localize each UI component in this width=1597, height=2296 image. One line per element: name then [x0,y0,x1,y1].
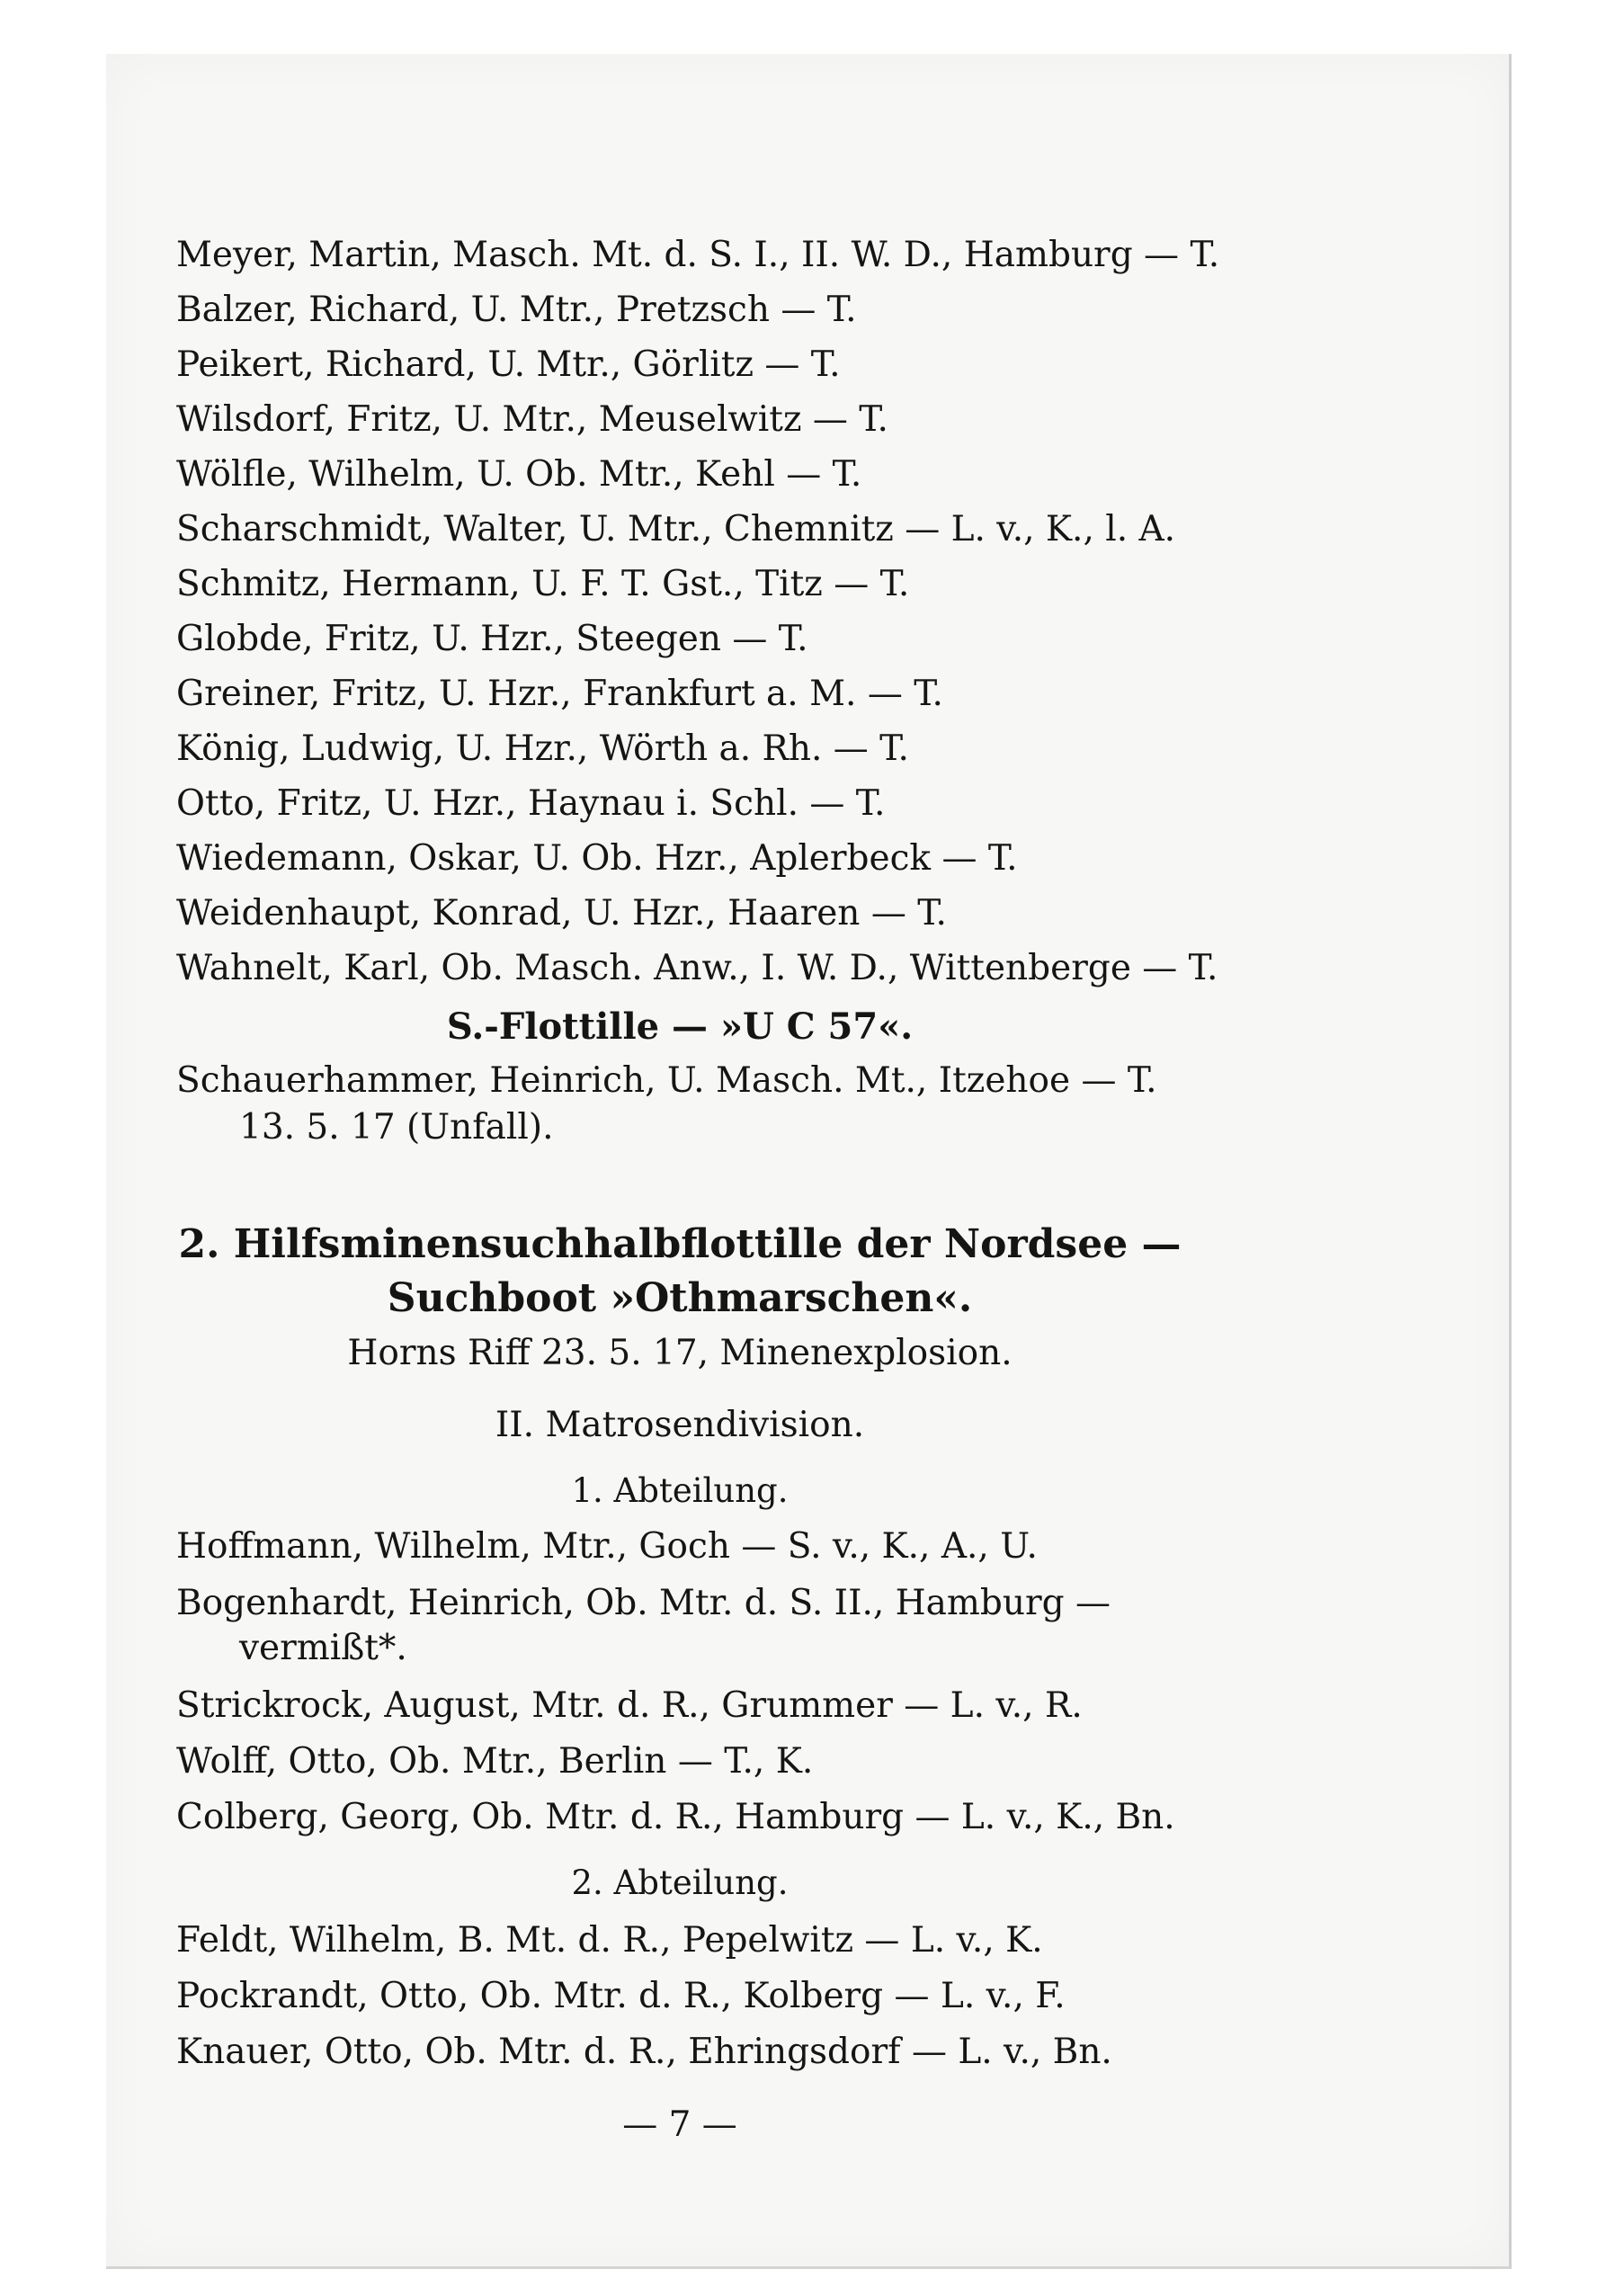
casualty-list-1 [176,235,1220,1004]
page-number: — 7 — [622,2104,737,2145]
casualty-list-4 [176,1921,1183,2088]
list-item: Colberg, Georg, Ob. Mtr. d. R., Hamburg — L. v., K., Bn. [176,1797,1175,1837]
list-item: Balzer, Richard, U. Mtr., Pretzsch — T. [176,290,857,330]
list-item: Pockrandt, Otto, Ob. Mtr. d. R., Kolberg — L. v., F. [176,1976,1066,2016]
list-item: König, Ludwig, U. Hzr., Wörth a. Rh. — T. [176,728,909,769]
casualty-list-3 [176,1527,1183,1854]
list-item: Wiedemann, Oskar, U. Ob. Hzr., Aplerbeck — T. [176,838,1018,879]
list-item: Meyer, Martin, Masch. Mt. d. S. I., II. W. D., Hamburg — T. [176,235,1220,275]
list-item: Wilsdorf, Fritz, U. Mtr., Meuselwitz — T. [176,399,888,440]
list-item: Schauerhammer, Heinrich, U. Masch. Mt., Itzehoe — T. [176,1060,1157,1101]
list-item: Globde, Fritz, U. Hzr., Steegen — T. [176,619,808,659]
list-item: Wölfle, Wilhelm, U. Ob. Mtr., Kehl — T. [176,454,862,495]
list-item: Wolff, Otto, Ob. Mtr., Berlin — T., K. [176,1741,814,1782]
list-item: Bogenhardt, Heinrich, Ob. Mtr. d. S. II., Hamburg — [176,1583,1111,1623]
list-item: Peikert, Richard, U. Mtr., Görlitz — T. [176,344,841,385]
list-item: Strickrock, August, Mtr. d. R., Grummer — L. v., R. [176,1685,1083,1726]
abteilung-2-heading: 2. Abteilung. [571,1863,789,1902]
list-item: Greiner, Fritz, U. Hzr., Frankfurt a. M. — T. [176,674,943,714]
division-heading: II. Matrosendivision. [495,1405,865,1445]
list-item: Schmitz, Hermann, U. F. T. Gst., Titz — T. [176,564,910,604]
abteilung-1-heading: 1. Abteilung. [571,1471,789,1510]
list-item-continuation: vermißt*. [239,1628,407,1668]
list-item: Otto, Fritz, U. Hzr., Haynau i. Schl. — T. [176,783,886,824]
list-item: Weidenhaupt, Konrad, U. Hzr., Haaren — T. [176,893,947,934]
list-item-continuation: 13. 5. 17 (Unfall). [239,1107,554,1148]
section-heading-uc57: S.-Flottille — »U C 57«. [446,1005,914,1048]
section-heading-suchboot: Suchboot »Othmarschen«. [387,1275,973,1321]
section-heading-flottille: 2. Hilfsminensuchhalbflottille der Nordsee — [178,1221,1182,1267]
list-item: Wahnelt, Karl, Ob. Masch. Anw., I. W. D., Wittenberge — T. [176,948,1218,988]
event-subheading: Horns Riff 23. 5. 17, Minenexplosion. [347,1333,1013,1373]
list-item: Hoffmann, Wilhelm, Mtr., Goch — S. v., K., A., U. [176,1526,1038,1567]
list-item: Scharschmidt, Walter, U. Mtr., Chemnitz — L. v., K., l. A. [176,509,1176,549]
list-item: Feldt, Wilhelm, B. Mt. d. R., Pepelwitz — L. v., K. [176,1920,1043,1961]
list-item: Knauer, Otto, Ob. Mtr. d. R., Ehringsdorf — L. v., Bn. [176,2032,1112,2072]
casualty-list-2 [176,1061,1183,1155]
